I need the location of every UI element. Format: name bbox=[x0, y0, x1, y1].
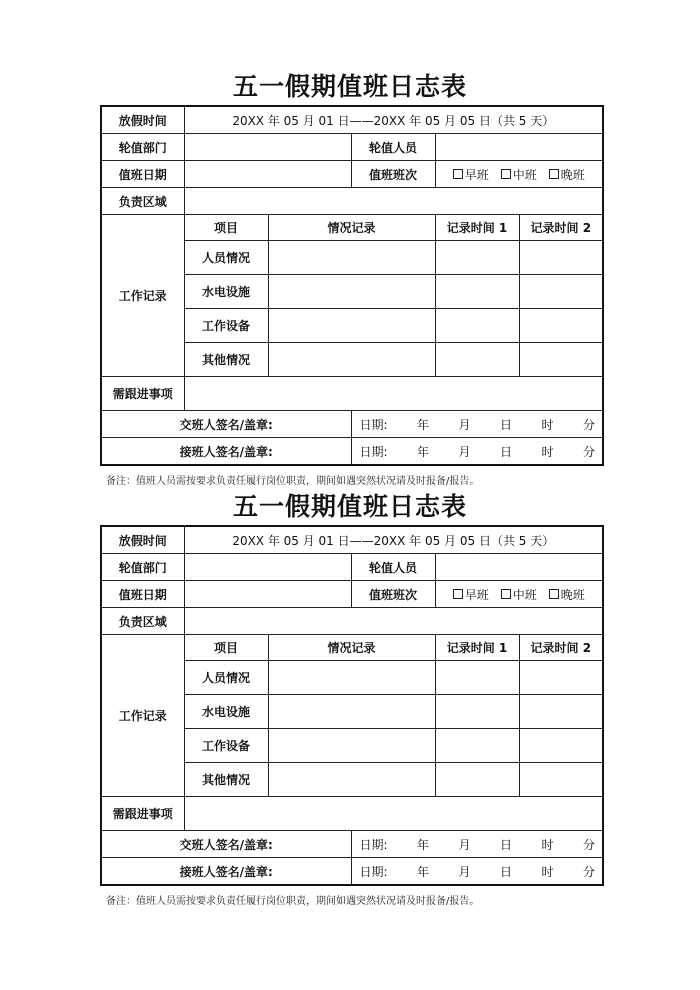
checkbox-icon bbox=[501, 169, 511, 179]
date-label: 日期: bbox=[359, 444, 388, 459]
date-label: 日期: bbox=[359, 417, 388, 432]
follow-up-field[interactable] bbox=[184, 797, 603, 831]
col-header-time2: 记录时间 2 bbox=[519, 635, 603, 661]
person-label: 轮值人员 bbox=[351, 134, 435, 161]
vacation-time-label: 放假时间 bbox=[101, 106, 184, 134]
person-field[interactable] bbox=[435, 134, 603, 161]
work-record-label: 工作记录 bbox=[101, 215, 184, 377]
duty-log-table bbox=[100, 105, 604, 466]
area-field[interactable] bbox=[184, 608, 603, 635]
duty-date-label: 值班日期 bbox=[101, 581, 184, 608]
minute-label: 分 bbox=[583, 444, 596, 459]
col-header-item: 项目 bbox=[184, 635, 268, 661]
time1-field[interactable] bbox=[435, 241, 519, 275]
shift-option-evening[interactable]: 晚班 bbox=[549, 586, 585, 603]
checkbox-icon bbox=[453, 589, 463, 599]
duty-date-field[interactable] bbox=[184, 581, 351, 608]
dept-label: 轮值部门 bbox=[101, 554, 184, 581]
takeover-datetime[interactable] bbox=[351, 438, 603, 466]
checkbox-icon bbox=[549, 589, 559, 599]
work-item-label: 工作设备 bbox=[184, 309, 268, 343]
record-field[interactable] bbox=[268, 763, 435, 797]
handover-sign-field[interactable]: 交班人签名/盖章: bbox=[101, 411, 351, 438]
area-field[interactable] bbox=[184, 188, 603, 215]
dept-field[interactable] bbox=[184, 134, 351, 161]
col-header-time1: 记录时间 1 bbox=[435, 635, 519, 661]
month-label: 月 bbox=[458, 417, 471, 432]
shift-label: 值班班次 bbox=[351, 161, 435, 188]
duty-date-field[interactable] bbox=[184, 161, 351, 188]
handover-sign-field[interactable]: 交班人签名/盖章: bbox=[101, 831, 351, 858]
vacation-time-value: 20XX 年 05 月 01 日——20XX 年 05 月 05 日（共 5 天） bbox=[184, 106, 603, 134]
col-header-record: 情况记录 bbox=[268, 215, 435, 241]
time1-field[interactable] bbox=[435, 695, 519, 729]
minute-label: 分 bbox=[583, 417, 596, 432]
time2-field[interactable] bbox=[519, 661, 603, 695]
form-title: 五一假期值班日志表 bbox=[232, 492, 467, 521]
time2-field[interactable] bbox=[519, 343, 603, 377]
shift-options bbox=[435, 161, 603, 188]
record-field[interactable] bbox=[268, 661, 435, 695]
shift-option-morning[interactable]: 早班 bbox=[453, 586, 489, 603]
minute-label: 分 bbox=[583, 837, 596, 852]
checkbox-icon bbox=[453, 169, 463, 179]
duty-log-table bbox=[100, 525, 604, 886]
time2-field[interactable] bbox=[519, 275, 603, 309]
work-item-label: 其他情况 bbox=[184, 763, 268, 797]
date-label: 日期: bbox=[359, 864, 388, 879]
time2-field[interactable] bbox=[519, 241, 603, 275]
year-label: 年 bbox=[417, 417, 430, 432]
shift-option-middle[interactable]: 中班 bbox=[501, 586, 537, 603]
handover-datetime[interactable] bbox=[351, 411, 603, 438]
month-label: 月 bbox=[458, 864, 471, 879]
time1-field[interactable] bbox=[435, 309, 519, 343]
time1-field[interactable] bbox=[435, 763, 519, 797]
time1-field[interactable] bbox=[435, 729, 519, 763]
area-label: 负责区域 bbox=[101, 608, 184, 635]
record-field[interactable] bbox=[268, 309, 435, 343]
hour-label: 时 bbox=[541, 837, 554, 852]
time2-field[interactable] bbox=[519, 309, 603, 343]
time1-field[interactable] bbox=[435, 343, 519, 377]
follow-up-label: 需跟进事项 bbox=[101, 797, 184, 831]
area-label: 负责区域 bbox=[101, 188, 184, 215]
record-field[interactable] bbox=[268, 275, 435, 309]
takeover-sign-field[interactable]: 接班人签名/盖章: bbox=[101, 438, 351, 466]
shift-label: 值班班次 bbox=[351, 581, 435, 608]
footnote: 备注：值班人员需按要求负责任履行岗位职责，期间如遇突然状况请及时报备/报告。 bbox=[106, 476, 480, 487]
day-label: 日 bbox=[500, 864, 513, 879]
hour-label: 时 bbox=[541, 444, 554, 459]
col-header-time1: 记录时间 1 bbox=[435, 215, 519, 241]
form-title: 五一假期值班日志表 bbox=[232, 72, 467, 101]
day-label: 日 bbox=[500, 444, 513, 459]
time1-field[interactable] bbox=[435, 661, 519, 695]
hour-label: 时 bbox=[541, 417, 554, 432]
work-item-label: 人员情况 bbox=[184, 241, 268, 275]
year-label: 年 bbox=[417, 444, 430, 459]
work-item-label: 工作设备 bbox=[184, 729, 268, 763]
work-item-label: 其他情况 bbox=[184, 343, 268, 377]
time2-field[interactable] bbox=[519, 695, 603, 729]
follow-up-field[interactable] bbox=[184, 377, 603, 411]
year-label: 年 bbox=[417, 837, 430, 852]
year-label: 年 bbox=[417, 864, 430, 879]
record-field[interactable] bbox=[268, 241, 435, 275]
dept-field[interactable] bbox=[184, 554, 351, 581]
time1-field[interactable] bbox=[435, 275, 519, 309]
minute-label: 分 bbox=[583, 864, 596, 879]
work-item-label: 水电设施 bbox=[184, 275, 268, 309]
day-label: 日 bbox=[500, 417, 513, 432]
dept-label: 轮值部门 bbox=[101, 134, 184, 161]
col-header-time2: 记录时间 2 bbox=[519, 215, 603, 241]
vacation-time-label: 放假时间 bbox=[101, 526, 184, 554]
shift-options bbox=[435, 581, 603, 608]
shift-option-middle[interactable]: 中班 bbox=[501, 166, 537, 183]
col-header-record: 情况记录 bbox=[268, 635, 435, 661]
shift-option-morning[interactable]: 早班 bbox=[453, 166, 489, 183]
date-label: 日期: bbox=[359, 837, 388, 852]
footnote: 备注：值班人员需按要求负责任履行岗位职责，期间如遇突然状况请及时报备/报告。 bbox=[106, 896, 480, 907]
col-header-item: 项目 bbox=[184, 215, 268, 241]
takeover-datetime[interactable] bbox=[351, 858, 603, 886]
month-label: 月 bbox=[458, 444, 471, 459]
work-record-label: 工作记录 bbox=[101, 635, 184, 797]
person-field[interactable] bbox=[435, 554, 603, 581]
duty-date-label: 值班日期 bbox=[101, 161, 184, 188]
month-label: 月 bbox=[458, 837, 471, 852]
record-field[interactable] bbox=[268, 729, 435, 763]
takeover-sign-field[interactable]: 接班人签名/盖章: bbox=[101, 858, 351, 886]
work-item-label: 人员情况 bbox=[184, 661, 268, 695]
day-label: 日 bbox=[500, 837, 513, 852]
record-field[interactable] bbox=[268, 343, 435, 377]
record-field[interactable] bbox=[268, 695, 435, 729]
checkbox-icon bbox=[549, 169, 559, 179]
shift-option-evening[interactable]: 晚班 bbox=[549, 166, 585, 183]
person-label: 轮值人员 bbox=[351, 554, 435, 581]
hour-label: 时 bbox=[541, 864, 554, 879]
checkbox-icon bbox=[501, 589, 511, 599]
work-item-label: 水电设施 bbox=[184, 695, 268, 729]
vacation-time-value: 20XX 年 05 月 01 日——20XX 年 05 月 05 日（共 5 天） bbox=[184, 526, 603, 554]
time2-field[interactable] bbox=[519, 729, 603, 763]
handover-datetime[interactable] bbox=[351, 831, 603, 858]
time2-field[interactable] bbox=[519, 763, 603, 797]
follow-up-label: 需跟进事项 bbox=[101, 377, 184, 411]
